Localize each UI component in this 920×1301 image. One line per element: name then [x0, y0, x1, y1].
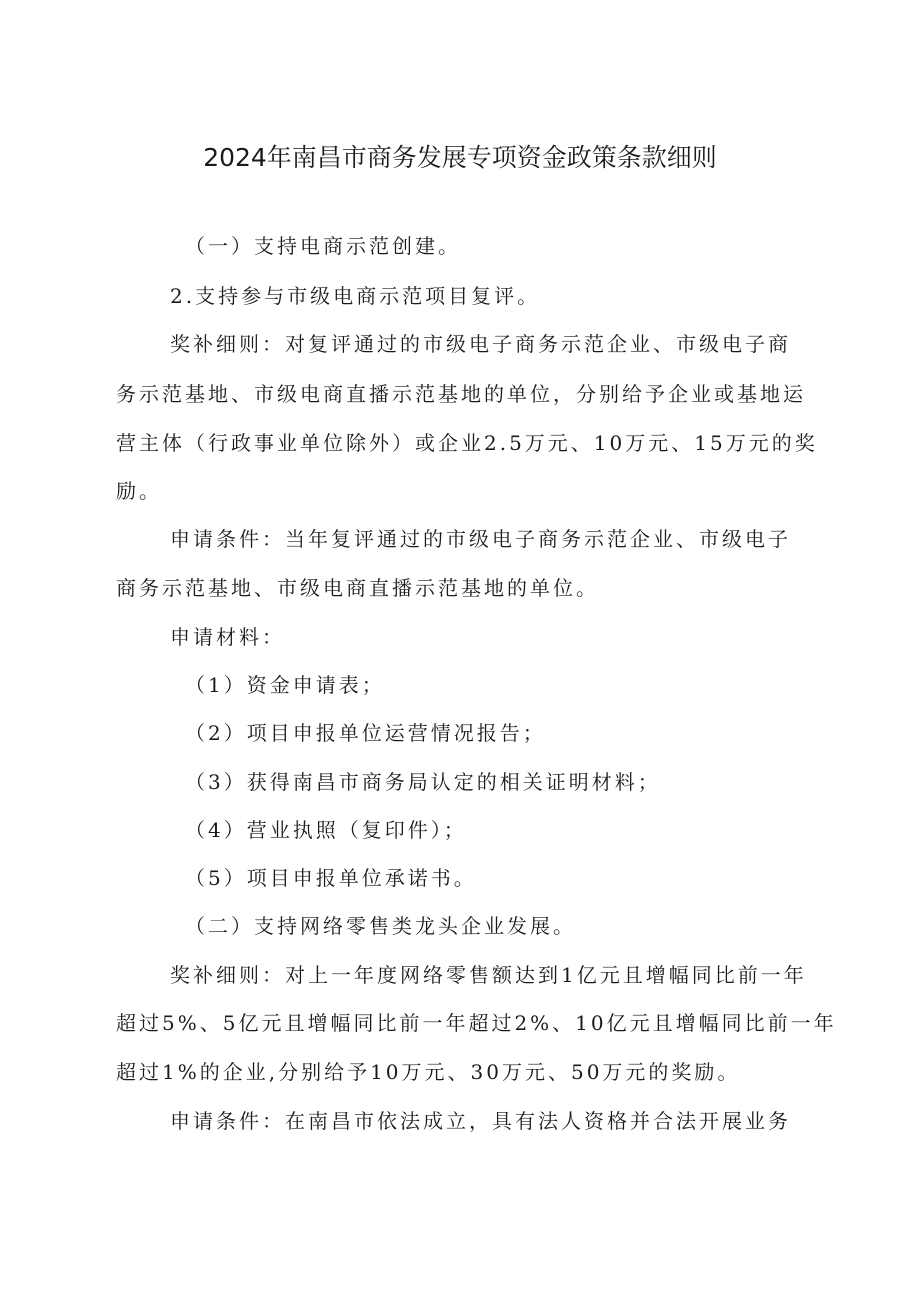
paragraph-line: 申请条件：在南昌市依法成立，具有法人资格并合法开展业务	[170, 1109, 791, 1133]
materials-list-item: （3）获得南昌市商务局认定的相关证明材料；	[185, 770, 661, 794]
paragraph-line: 商务示范基地、市级电商直播示范基地的单位。	[116, 576, 599, 600]
paragraph-line: 超过1%的企业,分别给予10万元、30万元、50万元的奖励。	[116, 1060, 741, 1084]
document-title: 2024年南昌市商务发展专项资金政策条款细则	[203, 143, 717, 172]
paragraph-line: 营主体（行政事业单位除外）或企业2.5万元、10万元、15万元的奖	[116, 431, 818, 455]
paragraph-line: 务示范基地、市级电商直播示范基地的单位，分别给予企业或基地运	[116, 382, 806, 406]
materials-list-item: （1）资金申请表；	[185, 673, 385, 697]
materials-list-item: （4）营业执照（复印件）；	[185, 818, 467, 842]
paragraph-line: 励。	[116, 479, 162, 503]
paragraph-line: 超过5%、5亿元且增幅同比前一年超过2%、10亿元且增幅同比前一年	[116, 1011, 837, 1035]
item-heading-demo-review: 2.支持参与市级电商示范项目复评。	[170, 284, 541, 308]
materials-heading: 申请材料：	[170, 625, 285, 649]
paragraph-line: 奖补细则：对上一年度网络零售额达到1亿元且增幅同比前一年	[170, 963, 807, 987]
materials-list-item: （5）项目申报单位承诺书。	[185, 866, 477, 890]
section-heading-online-retail: （二）支持网络零售类龙头企业发展。	[185, 914, 576, 938]
paragraph-line: 奖补细则：对复评通过的市级电子商务示范企业、市级电子商	[170, 332, 791, 356]
section-heading-e-commerce-demo: （一）支持电商示范创建。	[185, 234, 461, 258]
paragraph-line: 申请条件：当年复评通过的市级电子商务示范企业、市级电子	[170, 527, 791, 551]
materials-list-item: （2）项目申报单位运营情况报告；	[185, 721, 546, 745]
